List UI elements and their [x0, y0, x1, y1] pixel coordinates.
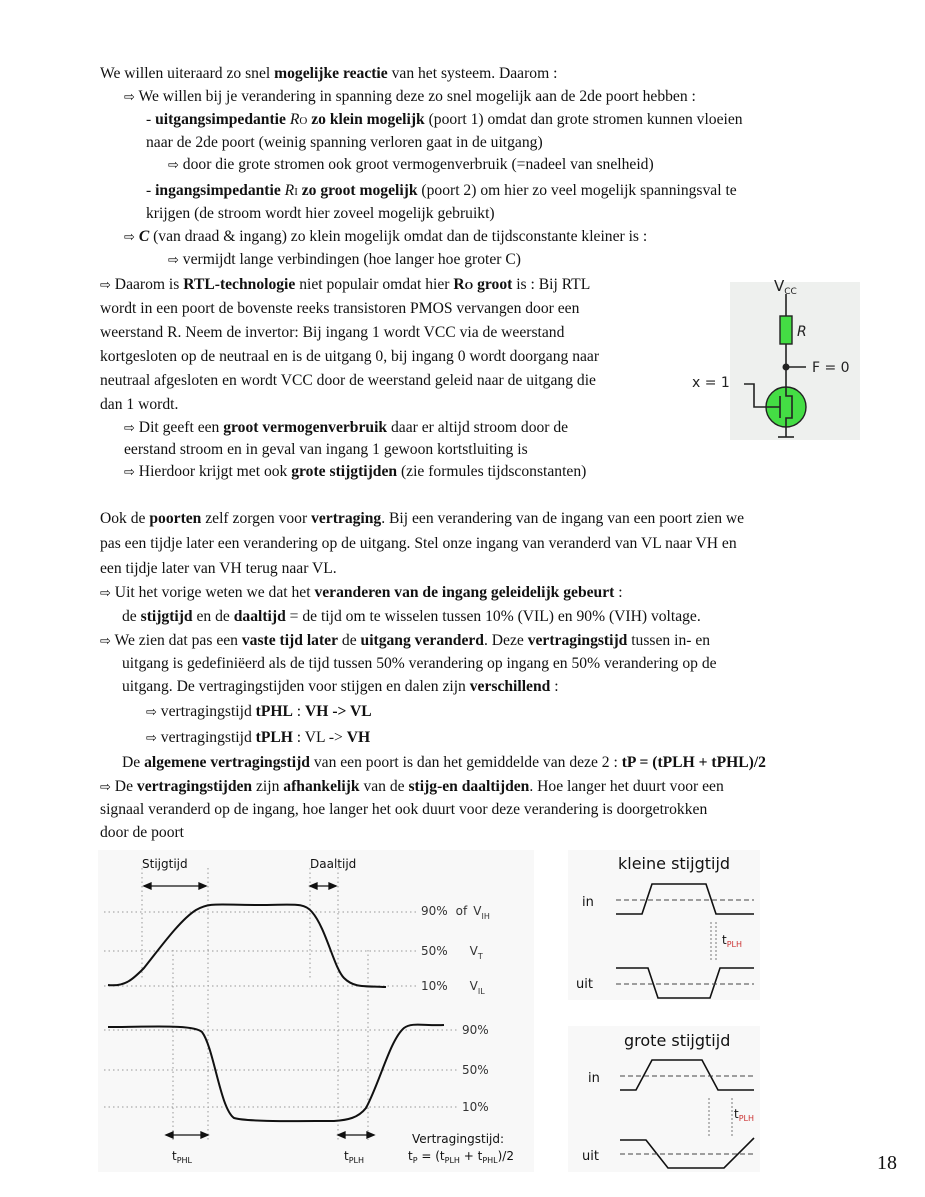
text-line-19: Ook de poorten zelf zorgen voor vertraging. Bij een verandering van de ingang van een poort zien we — [100, 510, 745, 527]
fall-time-label: Daaltijd — [310, 857, 357, 871]
text-line-9: ⇨ vermijdt lange verbindingen (hoe langer hoe groter C) — [168, 251, 521, 268]
resistor-r — [780, 316, 792, 344]
rtl-inverter-diagram — [688, 272, 860, 444]
text-line-5: ⇨ door die grote stromen ook groot vermogenverbruik (=nadeel van snelheid) — [168, 156, 654, 173]
text-line-6: - ingangsimpedantie RI zo groot mogelijk (poort 2) om hier zo veel mogelijk spanningsval te — [146, 182, 737, 199]
arrow-right-icon: ⇨ — [124, 90, 135, 105]
delay-formula: $t_P = (t_{PLH} + t_{PHL})/2$ — [408, 1149, 514, 1165]
large-rise-uit-label: uit — [582, 1149, 599, 1164]
label-90-out: 90% — [462, 1023, 489, 1037]
delay-title: Vertragingstijd: — [412, 1132, 505, 1146]
text-line-27: ⇨ vertragingstijd tPHL : VH -> VL — [146, 703, 372, 720]
text-line-20: pas een tijdje later een verandering op de uitgang. Stel onze ingang van veranderd van VL naar VH en — [100, 535, 737, 552]
text-line-13: kortgesloten op de neutraal en is de uitgang 0, bij ingang 0 wordt doorgang naar — [100, 348, 600, 365]
timing-background — [98, 850, 534, 1172]
text-line-14: neutraal afgesloten en wordt VCC door de weerstand geleid naar de uitgang die — [100, 372, 596, 389]
text-line-32: door de poort — [100, 824, 185, 841]
output-label: F = 0 — [812, 360, 850, 376]
input-label: x = 1 — [692, 375, 730, 391]
arrow-right-icon: ⇨ — [124, 465, 135, 480]
large-rise-tplh: $t_{PLH}$ — [734, 1107, 755, 1123]
timing-diagram — [98, 850, 534, 1172]
text-line-2: ⇨ We willen bij je verandering in spanning deze zo snel mogelijk aan de 2de poort hebben : — [124, 88, 696, 105]
label-90-vih: 90% of $V_{IH}$ — [421, 904, 490, 921]
arrow-right-icon: ⇨ — [168, 158, 179, 173]
tphl-label: $t_{PHL}$ — [172, 1149, 193, 1165]
arrow-right-icon: ⇨ — [124, 230, 135, 245]
arrow-right-icon: ⇨ — [146, 731, 157, 746]
label-10-out: 10% — [462, 1100, 489, 1114]
text-line-4: naar de 2de poort (weinig spanning verloren gaat in de uitgang) — [146, 134, 543, 151]
text-line-28: ⇨ vertragingstijd tPLH : VL -> VH — [146, 729, 371, 746]
small-rise-tplh: $t_{PLH}$ — [722, 933, 743, 949]
text-line-26: uitgang. De vertragingstijden voor stijgen en dalen zijn verschillend : — [122, 678, 559, 695]
small-rise-title: kleine stijgtijd — [618, 854, 731, 873]
text-line-10: ⇨ Daarom is RTL-technologie niet populair omdat hier RO groot is : Bij RTL — [100, 276, 591, 293]
text-line-24: ⇨ We zien dat pas een vaste tijd later de uitgang veranderd. Deze vertragingstijd tussen in- en — [100, 632, 711, 649]
tplh-label: $t_{PLH}$ — [344, 1149, 365, 1165]
large-rise-in-label: in — [588, 1071, 600, 1086]
arrow-right-icon: ⇨ — [100, 586, 111, 601]
arrow-right-icon: ⇨ — [124, 421, 135, 436]
arrow-right-icon: ⇨ — [100, 780, 111, 795]
text-line-3: - uitgangsimpedantie RO zo klein mogelijk (poort 1) omdat dan grote stromen kunnen vloeien — [146, 111, 743, 128]
large-rise-diagram — [568, 1026, 760, 1172]
text-line-7: krijgen (de stroom wordt hier zoveel mogelijk gebruikt) — [146, 205, 495, 222]
text-line-25: uitgang is gedefiniëerd als de tijd tussen 50% verandering op ingang en 50% verandering op de — [122, 655, 717, 672]
page-number: 18 — [877, 1152, 897, 1174]
small-rise-diagram — [568, 850, 760, 1000]
text-line-12: weerstand R. Neem de invertor: Bij ingang 1 wordt VCC via de weerstand — [100, 324, 565, 341]
label-10-vil: 10% $V_{IL}$ — [421, 979, 485, 996]
text-line-18: ⇨ Hierdoor krijgt met ook grote stijgtijden (zie formules tijdsconstanten) — [124, 463, 587, 480]
text-line-11: wordt in een poort de bovenste reeks transistoren PMOS vervangen door een — [100, 300, 580, 317]
small-rise-uit-label: uit — [576, 977, 593, 992]
text-line-22: ⇨ Uit het vorige weten we dat het veranderen van de ingang geleidelijk gebeurt : — [100, 584, 623, 601]
label-50-vt: 50% $V_T$ — [421, 944, 483, 961]
label-50-out: 50% — [462, 1063, 489, 1077]
vcc-label: $V_{CC}$ — [774, 277, 797, 297]
rise-time-label: Stijgtijd — [142, 857, 188, 871]
arrow-right-icon: ⇨ — [100, 278, 111, 293]
text-line-31: signaal veranderd op de ingang, hoe langer het ook duurt voor deze verandering is doorgetrokken — [100, 801, 708, 818]
arrow-right-icon: ⇨ — [146, 705, 157, 720]
text-line-23: de stijgtijd en de daaltijd = de tijd om te wisselen tussen 10% (VIL) en 90% (VIH) voltage. — [122, 608, 701, 625]
text-line-8: ⇨ C (van draad & ingang) zo klein mogelijk omdat dan de tijdsconstante kleiner is : — [124, 228, 648, 245]
large-rise-title: grote stijgtijd — [624, 1031, 731, 1050]
arrow-right-icon: ⇨ — [168, 253, 179, 268]
text-line-1: We willen uiteraard zo snel mogelijke reactie van het systeem. Daarom : — [100, 65, 558, 82]
arrow-right-icon: ⇨ — [100, 634, 111, 649]
small-rise-in-label: in — [582, 895, 594, 910]
text-line-30: ⇨ De vertragingstijden zijn afhankelijk van de stijg-en daaltijden. Hoe langer het duurt voor een — [100, 778, 724, 795]
resistor-label: R — [797, 324, 807, 340]
text-line-17: eerstand stroom en in geval van ingang 1 gewoon kortstluiting is — [124, 441, 528, 458]
text-line-15: dan 1 wordt. — [100, 396, 179, 413]
text-line-29: De algemene vertragingstijd van een poort is dan het gemiddelde van deze 2 : tP = (tPLH + tPHL)/2 — [122, 754, 766, 771]
text-line-16: ⇨ Dit geeft een groot vermogenverbruik daar er altijd stroom door de — [124, 419, 569, 436]
text-line-21: een tijdje later van VH terug naar VL. — [100, 560, 337, 577]
